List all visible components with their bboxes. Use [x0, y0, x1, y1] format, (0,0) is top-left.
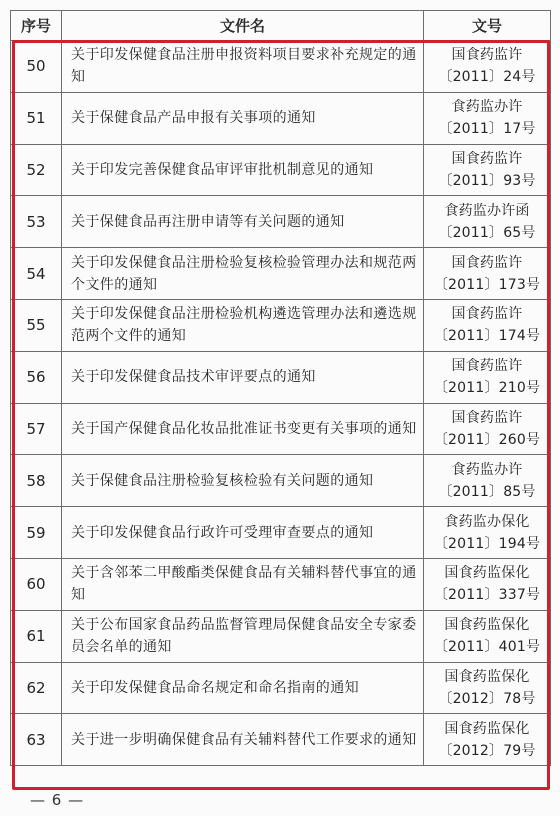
reference-number: 〔2012〕79号	[438, 742, 536, 759]
row-title: 关于保健食品产品申报有关事项的通知	[62, 92, 424, 144]
row-number: 53	[11, 196, 62, 248]
reference-issuer: 食药监办保化	[444, 513, 530, 530]
row-reference	[424, 144, 551, 196]
row-reference	[424, 507, 551, 559]
row-number: 52	[11, 144, 62, 196]
table-row	[11, 144, 551, 196]
row-title: 关于保健食品再注册申请等有关问题的通知	[62, 196, 424, 248]
reference-number: 〔2011〕85号	[438, 483, 536, 500]
row-reference	[424, 248, 551, 300]
table-row	[11, 403, 551, 455]
table-body	[11, 41, 551, 766]
row-title: 关于保健食品注册检验复核检验有关问题的通知	[62, 455, 424, 507]
row-number: 55	[11, 299, 62, 351]
row-title: 关于印发完善保健食品审评审批机制意见的通知	[62, 144, 424, 196]
row-number: 60	[11, 558, 62, 610]
row-reference	[424, 714, 551, 766]
reference-issuer: 国食药监许	[451, 358, 523, 375]
reference-number: 〔2011〕260号	[433, 431, 541, 448]
reference-number: 〔2011〕173号	[433, 276, 541, 293]
table-row	[11, 92, 551, 144]
row-number: 54	[11, 248, 62, 300]
row-number: 50	[11, 41, 62, 93]
table-row	[11, 196, 551, 248]
table-header	[11, 11, 551, 41]
row-title: 关于印发保健食品注册检验复核检验管理办法和规范两个文件的通知	[62, 248, 424, 300]
reference-number: 〔2011〕17号	[438, 121, 536, 138]
row-reference	[424, 610, 551, 662]
row-number: 61	[11, 610, 62, 662]
table-row	[11, 351, 551, 403]
reference-issuer: 食药监办许函	[444, 202, 530, 219]
document-list-table	[10, 10, 551, 766]
table-row	[11, 455, 551, 507]
reference-issuer: 国食药监保化	[444, 565, 530, 582]
row-reference	[424, 558, 551, 610]
table-row	[11, 558, 551, 610]
row-title: 关于国产保健食品化妆品批准证书变更有关事项的通知	[62, 403, 424, 455]
row-title: 关于进一步明确保健食品有关辅料替代工作要求的通知	[62, 714, 424, 766]
reference-issuer: 国食药监保化	[444, 617, 530, 634]
row-title: 关于印发保健食品行政许可受理审查要点的通知	[62, 507, 424, 559]
row-reference	[424, 351, 551, 403]
reference-number: 〔2011〕174号	[433, 328, 541, 345]
table-row	[11, 248, 551, 300]
reference-issuer: 国食药监保化	[444, 720, 530, 737]
row-reference	[424, 455, 551, 507]
row-reference	[424, 92, 551, 144]
row-number: 51	[11, 92, 62, 144]
reference-issuer: 国食药监许	[451, 150, 523, 167]
table-row	[11, 507, 551, 559]
header-reference: 文号	[424, 11, 551, 41]
row-number: 62	[11, 662, 62, 714]
row-title: 关于印发保健食品注册申报资料项目要求补充规定的通知	[62, 41, 424, 93]
header-number: 序号	[11, 11, 62, 41]
header-row	[11, 11, 551, 41]
reference-number: 〔2011〕194号	[433, 535, 541, 552]
table-row	[11, 662, 551, 714]
row-reference	[424, 41, 551, 93]
reference-issuer: 国食药监许	[451, 254, 523, 271]
header-title: 文件名	[62, 11, 424, 41]
row-title: 关于公布国家食品药品监督管理局保健食品安全专家委员会名单的通知	[62, 610, 424, 662]
row-number: 59	[11, 507, 62, 559]
reference-issuer: 食药监办许	[451, 99, 523, 116]
reference-number: 〔2011〕24号	[438, 69, 536, 86]
row-title: 关于印发保健食品技术审评要点的通知	[62, 351, 424, 403]
reference-number: 〔2011〕210号	[433, 380, 541, 397]
row-reference	[424, 299, 551, 351]
row-number: 63	[11, 714, 62, 766]
table-row	[11, 714, 551, 766]
reference-issuer: 食药监办许	[451, 461, 523, 478]
table-row	[11, 299, 551, 351]
table-row	[11, 41, 551, 93]
reference-number: 〔2011〕65号	[438, 224, 536, 241]
reference-number: 〔2011〕401号	[433, 639, 541, 656]
row-reference	[424, 403, 551, 455]
table-row	[11, 610, 551, 662]
reference-number: 〔2011〕93号	[438, 172, 536, 189]
reference-number: 〔2011〕337号	[433, 587, 541, 604]
reference-issuer: 国食药监保化	[444, 668, 530, 685]
reference-issuer: 国食药监许	[451, 409, 523, 426]
row-reference	[424, 662, 551, 714]
row-title: 关于印发保健食品命名规定和命名指南的通知	[62, 662, 424, 714]
row-number: 57	[11, 403, 62, 455]
reference-number: 〔2012〕78号	[438, 690, 536, 707]
row-title: 关于含邻苯二甲酸酯类保健食品有关辅料替代事宜的通知	[62, 558, 424, 610]
row-reference	[424, 196, 551, 248]
reference-issuer: 国食药监许	[451, 47, 523, 64]
row-title: 关于印发保健食品注册检验机构遴选管理办法和遴选规范两个文件的通知	[62, 299, 424, 351]
reference-issuer: 国食药监许	[451, 306, 523, 323]
row-number: 56	[11, 351, 62, 403]
row-number: 58	[11, 455, 62, 507]
page-number: — 6 —	[30, 791, 85, 809]
